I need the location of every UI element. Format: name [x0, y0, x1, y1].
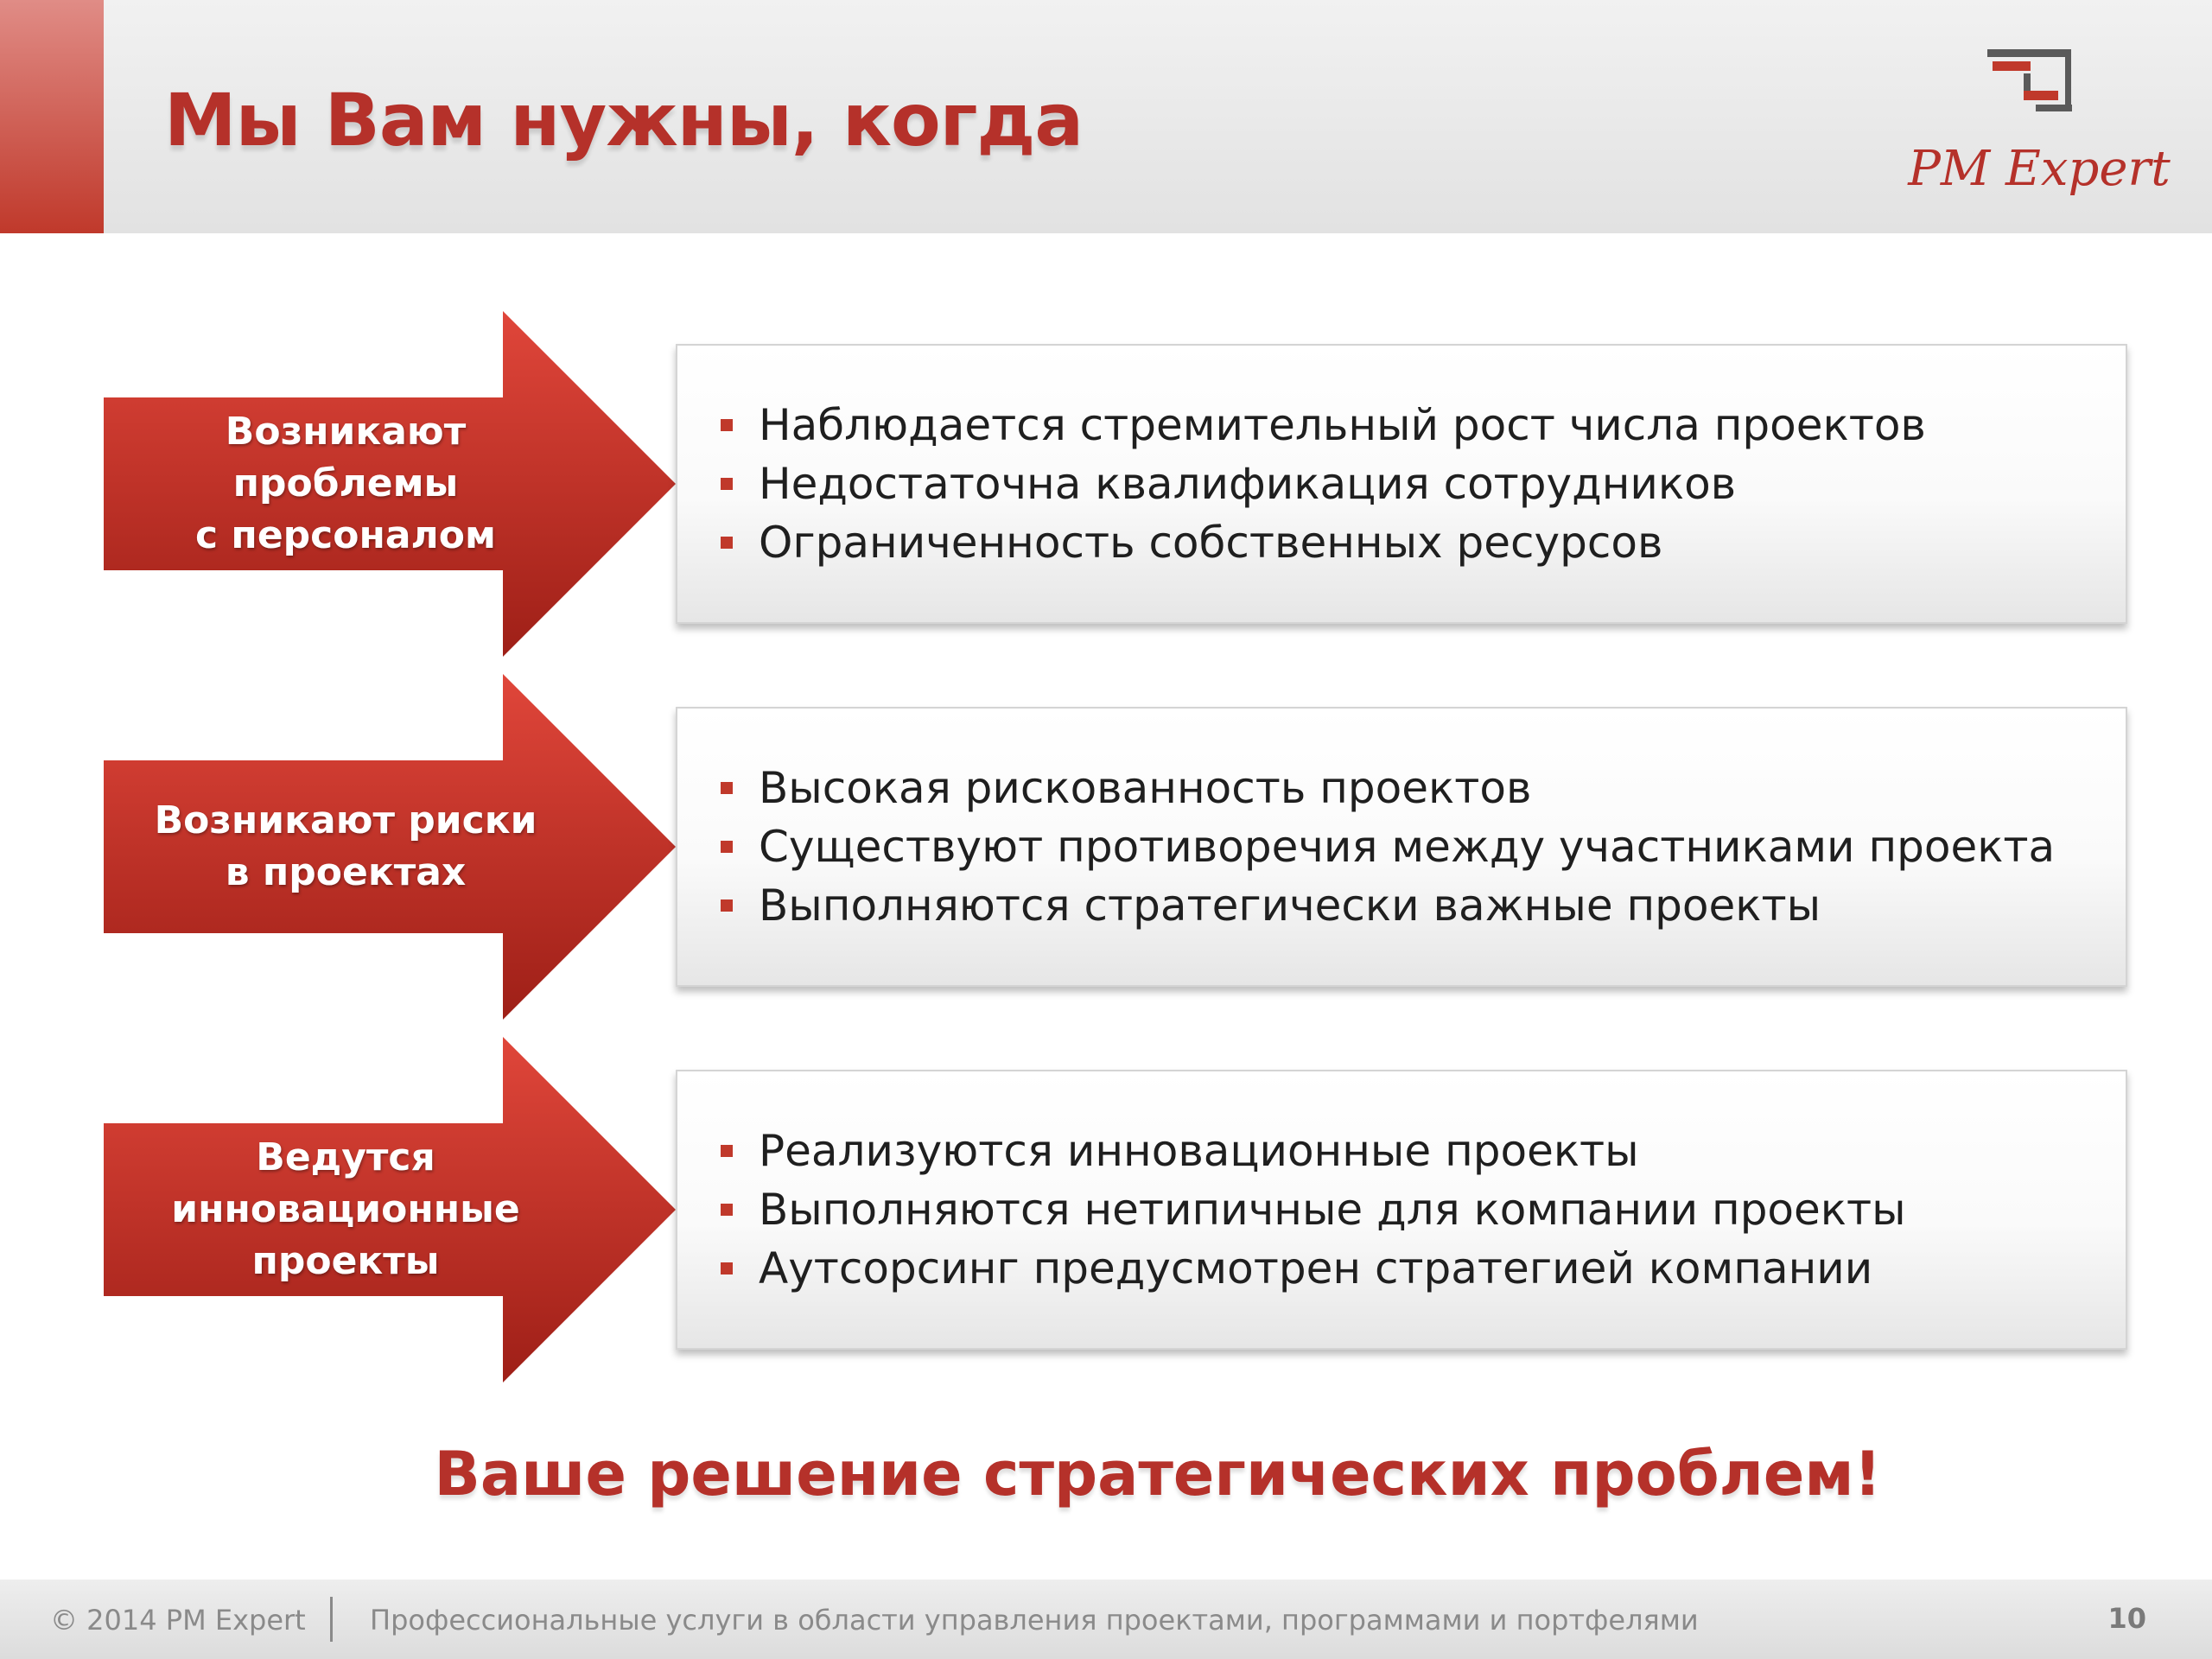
- list-item: Недостаточна квалификация сотрудников: [721, 454, 2126, 513]
- list-item: Выполняются нетипичные для компании проекты: [721, 1180, 2126, 1239]
- info-card: [676, 707, 2127, 987]
- company-logo: [1901, 48, 2177, 212]
- arrow-shape: [104, 674, 676, 1020]
- problem-row-2: [0, 674, 2212, 1020]
- tagline: Ваше решение стратегических проблем!: [434, 1439, 1882, 1510]
- slide-footer: [0, 1580, 2212, 1659]
- bullet-icon: [721, 1262, 733, 1274]
- bullet-list: [721, 1122, 2126, 1298]
- bullet-icon: [721, 1204, 733, 1216]
- footer-divider: [330, 1597, 333, 1642]
- list-item: Существуют противоречия между участниками проекта: [721, 817, 2126, 876]
- bullet-list: [721, 396, 2126, 572]
- slide-header: [0, 0, 2212, 233]
- list-item: Выполняются стратегически важные проекты: [721, 876, 2126, 935]
- bullet-icon: [721, 841, 733, 853]
- list-item: Аутсорсинг предусмотрен стратегией компании: [721, 1239, 2126, 1298]
- pm-expert-logo-icon: [1987, 48, 2082, 117]
- bullet-icon: [721, 1145, 733, 1157]
- page-title: Мы Вам нужны, когда: [164, 78, 1084, 162]
- bullet-icon: [721, 899, 733, 912]
- logo-text: PM Expert: [1908, 141, 2171, 197]
- list-item: Ограниченность собственных ресурсов: [721, 513, 2126, 572]
- arrow-label: Возникают проблемы с персоналом: [195, 410, 496, 557]
- bullet-list: [721, 759, 2126, 935]
- list-item: Высокая рискованность проектов: [721, 759, 2126, 817]
- footer-description: Профессиональные услуги в области управления проектами, программами и портфелями: [370, 1604, 1699, 1637]
- bullet-icon: [721, 478, 733, 490]
- arrow-shape: [104, 1037, 676, 1382]
- arrow-shape: [104, 311, 676, 657]
- page-number: 10: [2107, 1602, 2146, 1635]
- info-card: [676, 1070, 2127, 1350]
- bullet-icon: [721, 537, 733, 549]
- arrow-label: Ведутся инновационные проекты: [171, 1135, 520, 1283]
- footer-copyright: © 2014 PM Expert: [50, 1604, 306, 1637]
- list-item: Реализуются инновационные проекты: [721, 1122, 2126, 1180]
- problem-row-3: [0, 1037, 2212, 1382]
- bullet-icon: [721, 782, 733, 794]
- list-item: Наблюдается стремительный рост числа проектов: [721, 396, 2126, 454]
- arrow-label: Возникают риски в проектах: [154, 798, 537, 894]
- problem-row-1: [0, 311, 2212, 657]
- info-card: [676, 344, 2127, 624]
- bullet-icon: [721, 419, 733, 431]
- header-accent-bar: [0, 0, 104, 233]
